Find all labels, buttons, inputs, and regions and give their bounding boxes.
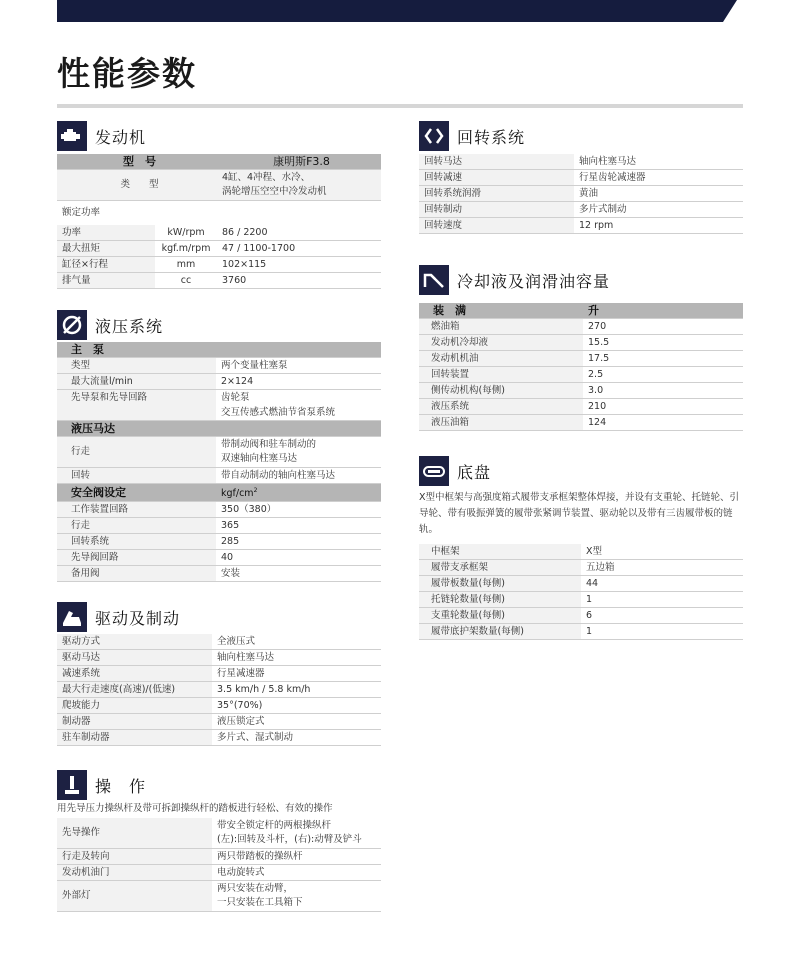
spec-value: 3.0 [583,383,743,399]
table-row [57,241,381,257]
spec-value: 285 [216,534,381,550]
table-row [419,415,743,431]
spec-label: 备用阀 [57,566,216,582]
table-row [57,865,381,881]
capacity-header-label: 装 满 [419,303,583,319]
engine-table [57,154,381,289]
table-row [57,257,381,273]
table-row [57,730,381,746]
table-row [57,849,381,865]
capacity-section-header [419,264,610,296]
hydraulic-section-header [57,309,163,341]
spec-label: 先导操作 [57,818,212,849]
spec-label: 燃油箱 [419,319,583,335]
table-row [57,818,381,849]
spec-value: 五边箱 [581,560,743,576]
spec-unit: cc [155,273,217,289]
chassis-section-header [419,455,491,487]
table-row [57,502,381,518]
pilot-line1: 带安全锁定杆的两根操纵杆 [217,820,332,831]
spec-value: 47 / 1100-1700 [217,241,381,257]
table-row [57,201,381,226]
spec-value: X型 [581,544,743,560]
hydraulic-icon [57,310,87,340]
spec-value: 35°(70%) [212,698,381,714]
coolant-icon [419,265,449,295]
spec-label: 侧传动机构(每侧) [419,383,583,399]
spec-label: 先导阀回路 [57,550,216,566]
table-row [57,437,381,468]
table-row [57,374,381,390]
table-row [419,399,743,415]
main-pump-header: 主 泵 [57,342,381,358]
operation-table [57,818,381,912]
spec-value: 3.5 km/h / 5.8 km/h [212,682,381,698]
table-row [57,634,381,650]
spec-label: 工作装置回路 [57,502,216,518]
spec-value: 交互传感式燃油节省泵系统 [216,405,381,421]
table-row [57,468,381,484]
spec-value: 两只带踏板的操纵杆 [212,849,381,865]
spec-value: 270 [583,319,743,335]
table-row [57,650,381,666]
table-row [419,624,743,640]
spec-value: 124 [583,415,743,431]
spec-label: 减速系统 [57,666,212,682]
top-banner [57,0,737,22]
spec-label: 发动机油门 [57,865,212,881]
table-row [57,518,381,534]
spec-label: 行走及转向 [57,849,212,865]
track-icon [419,456,449,486]
safety-unit [216,484,381,502]
spec-value: 1 [581,624,743,640]
table-row [419,335,743,351]
spec-label: 制动器 [57,714,212,730]
safety-header: 安全阀设定 [57,484,216,502]
hydraulic-title: 液压系统 [95,316,164,336]
table-row [419,592,743,608]
spec-label: 履带底护架数量(每侧) [419,624,581,640]
spec-value: 轴向柱塞马达 [212,650,381,666]
swing-title: 回转系统 [457,127,526,147]
operation-description: 用先导压力操纵杆及带可拆卸操纵杆的踏板进行轻松、有效的操作 [57,803,333,814]
table-row [419,303,743,319]
table-row [57,566,381,582]
spec-label: 最大行走速度(高速)/(低速) [57,682,212,698]
drive-title: 驱动及制动 [95,608,181,628]
spec-value: 102×115 [217,257,381,273]
spec-label: 液压油箱 [419,415,583,431]
safety-unit-text: kgf/cm [221,488,254,500]
spec-value: 3760 [217,273,381,289]
spec-label: 缸径×行程 [57,257,155,273]
chassis-table [419,544,743,640]
spec-label: 中框架 [419,544,581,560]
table-row [419,576,743,592]
spec-value: 40 [216,550,381,566]
table-row [57,881,381,912]
engine-type-value [217,170,381,201]
spec-value: 210 [583,399,743,415]
travel-motor-line1: 带制动阀和驻车制动的 [221,439,317,450]
engine-type-line1: 4缸、4冲程、水冷、 [222,172,311,183]
table-row [419,202,743,218]
spec-label: 排气量 [57,273,155,289]
table-row [57,698,381,714]
spec-label: 液压系统 [419,399,583,415]
spec-label: 回转 [57,468,216,484]
spec-label: 行走 [57,518,216,534]
engine-model-label: 型 号 [57,154,217,170]
engine-model-value: 康明斯F3.8 [217,154,381,170]
table-row [57,666,381,682]
swing-section-header [419,120,525,152]
capacity-table [419,303,743,431]
table-row [57,534,381,550]
table-row [57,405,381,421]
spec-label: 托链轮数量(每侧) [419,592,581,608]
motor-header: 液压马达 [57,421,381,437]
spec-unit: kgf.m/rpm [155,241,217,257]
spec-label: 驻车制动器 [57,730,212,746]
spec-unit: kW/rpm [155,225,217,241]
table-row [419,367,743,383]
spec-label: 驱动马达 [57,650,212,666]
spec-value: 多片式制动 [574,202,743,218]
rated-power-label: 额定功率 [62,207,101,218]
operation-title: 操 作 [95,776,147,796]
table-row [419,319,743,335]
spec-label: 功率 [57,225,155,241]
spec-value: 2×124 [216,374,381,390]
table-row [419,154,743,170]
spec-label: 回转系统 [57,534,216,550]
pilot-line2: (左):回转及斗杆，(右):动臂及铲斗 [217,834,362,845]
spec-value: 86 / 2200 [217,225,381,241]
table-row [57,484,381,502]
table-row [57,714,381,730]
table-row [419,608,743,624]
spec-label: 驱动方式 [57,634,212,650]
spec-label: 履带支承框架 [419,560,581,576]
safety-unit-sup: 2 [253,487,258,494]
spec-value: 两个变量柱塞泵 [216,358,381,374]
capacity-header-unit: 升 [583,303,743,319]
table-row [419,186,743,202]
spec-value: 行星齿轮减速器 [574,170,743,186]
spec-value: 电动旋转式 [212,865,381,881]
table-row [57,682,381,698]
spec-label: 回转马达 [419,154,574,170]
page-title: 性能参数 [57,54,197,93]
spec-value: 全液压式 [212,634,381,650]
spec-value: 行星减速器 [212,666,381,682]
table-row [419,218,743,234]
spec-value: 350（380） [216,502,381,518]
spec-label: 类型 [57,358,216,374]
spec-value: 多片式、湿式制动 [212,730,381,746]
spec-label: 先导泵和先导回路 [57,390,216,406]
operation-section-header [57,769,146,801]
table-row [57,550,381,566]
spec-value: 带自动制动的轴向柱塞马达 [216,468,381,484]
travel-motor-line2: 双速轴向柱塞马达 [221,453,298,464]
spec-label: 回转减速 [419,170,574,186]
engine-title: 发动机 [95,127,147,147]
spec-value: 6 [581,608,743,624]
spec-value [212,818,381,849]
table-row [57,421,381,437]
spec-value: 1 [581,592,743,608]
table-row [57,170,381,201]
spec-label: 回转制动 [419,202,574,218]
spec-value: 黄油 [574,186,743,202]
spec-value [216,437,381,468]
spec-value: 17.5 [583,351,743,367]
table-row [419,383,743,399]
table-row [57,225,381,241]
engine-type-label: 类 型 [57,170,217,201]
rotate-icon [419,121,449,151]
joystick-icon [57,770,87,800]
spec-label: 发动机机油 [419,351,583,367]
title-divider [57,104,743,108]
drive-table [57,634,381,746]
chassis-description: X型中框架与高强度箱式履带支承框架整体焊接，并设有支重轮、托链轮、引导轮、带有吸振弹簧的履带张紧调节装置、驱动轮以及带有三齿履带板的链轨。 [419,492,740,535]
table-row [419,560,743,576]
table-row [419,351,743,367]
spec-label: 最大扭矩 [57,241,155,257]
spec-value [212,881,381,912]
spec-label: 回转装置 [419,367,583,383]
chassis-title: 底盘 [457,462,492,482]
lights-line1: 两只安装在动臂， [217,883,294,894]
table-row [57,390,381,406]
swing-table [419,154,743,234]
spec-value: 齿轮泵 [221,391,250,403]
hydraulic-table [57,342,381,582]
spec-value: 365 [216,518,381,534]
spec-value: 44 [581,576,743,592]
engine-section-header [57,120,146,152]
spec-label: 最大流量l/min [57,374,216,390]
spec-label: 发动机冷却液 [419,335,583,351]
table-row [419,544,743,560]
spec-label-empty [57,405,216,421]
spec-value: 轴向柱塞马达 [574,154,743,170]
table-row [57,273,381,289]
table-row [419,170,743,186]
spec-unit: mm [155,257,217,273]
excavator-icon [57,602,87,632]
spec-value: 2.5 [583,367,743,383]
engine-icon [57,121,87,151]
lights-line2: 一只安装在工具箱下 [217,897,303,908]
spec-value: 液压锁定式 [212,714,381,730]
spec-value: 安装 [216,566,381,582]
table-row [57,154,381,170]
spec-value: 15.5 [583,335,743,351]
drive-section-header [57,601,180,633]
spec-label: 行走 [57,437,216,468]
spec-label: 回转速度 [419,218,574,234]
engine-type-line2: 涡轮增压空空中冷发动机 [222,186,327,197]
spec-label: 回转系统润滑 [419,186,574,202]
spec-label: 履带板数量(每侧) [419,576,581,592]
spec-label: 支重轮数量(每侧) [419,608,581,624]
table-row [57,342,381,358]
spec-value: 12 rpm [574,218,743,234]
capacity-title: 冷却液及润滑油容量 [457,271,611,291]
spec-label: 爬坡能力 [57,698,212,714]
table-row [57,358,381,374]
spec-label: 外部灯 [57,881,212,912]
